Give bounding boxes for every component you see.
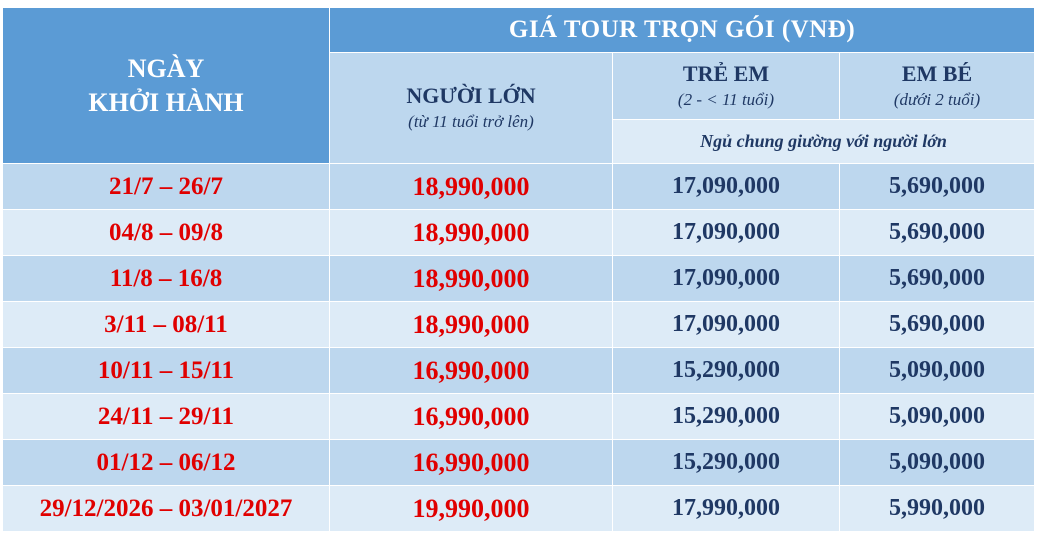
tour-price-table-frame bbox=[2, 7, 1036, 537]
child-price: 15,290,000 bbox=[613, 394, 840, 440]
table-row bbox=[3, 440, 1035, 486]
adult-price: 18,990,000 bbox=[330, 164, 613, 210]
departure-date-header-line2: KHỞI HÀNH bbox=[88, 87, 244, 117]
adult-price: 16,990,000 bbox=[330, 440, 613, 486]
adult-price: 18,990,000 bbox=[330, 302, 613, 348]
baby-price: 5,090,000 bbox=[840, 348, 1035, 394]
child-price: 17,090,000 bbox=[613, 256, 840, 302]
departure-date: 01/12 – 06/12 bbox=[3, 440, 330, 486]
baby-price: 5,090,000 bbox=[840, 394, 1035, 440]
departure-date-header bbox=[3, 8, 330, 164]
child-price: 17,990,000 bbox=[613, 486, 840, 532]
shared-bed-note: Ngủ chung giường với người lớn bbox=[613, 120, 1035, 164]
table-row bbox=[3, 394, 1035, 440]
baby-price: 5,690,000 bbox=[840, 210, 1035, 256]
child-price: 17,090,000 bbox=[613, 164, 840, 210]
baby-header bbox=[840, 53, 1035, 120]
adult-header-age: (từ 11 tuổi trở lên) bbox=[408, 112, 534, 131]
departure-date: 24/11 – 29/11 bbox=[3, 394, 330, 440]
child-price: 17,090,000 bbox=[613, 210, 840, 256]
adult-price: 18,990,000 bbox=[330, 256, 613, 302]
table-row bbox=[3, 164, 1035, 210]
baby-header-age: (dưới 2 tuổi) bbox=[893, 90, 981, 109]
departure-date: 10/11 – 15/11 bbox=[3, 348, 330, 394]
adult-header bbox=[330, 53, 613, 164]
child-price: 15,290,000 bbox=[613, 440, 840, 486]
baby-header-label: EM BÉ bbox=[901, 61, 973, 86]
baby-price: 5,690,000 bbox=[840, 302, 1035, 348]
child-price: 17,090,000 bbox=[613, 302, 840, 348]
child-header-label: TRẺ EM bbox=[682, 61, 770, 86]
adult-price: 16,990,000 bbox=[330, 394, 613, 440]
departure-date: 11/8 – 16/8 bbox=[3, 256, 330, 302]
baby-price: 5,990,000 bbox=[840, 486, 1035, 532]
baby-price: 5,690,000 bbox=[840, 164, 1035, 210]
departure-date-header-line1: NGÀY bbox=[127, 53, 205, 83]
table-row bbox=[3, 210, 1035, 256]
departure-date: 21/7 – 26/7 bbox=[3, 164, 330, 210]
table-row bbox=[3, 302, 1035, 348]
adult-header-label: NGƯỜI LỚN bbox=[406, 83, 536, 108]
child-header-age: (2 - < 11 tuổi) bbox=[677, 90, 775, 109]
tour-price-table bbox=[2, 7, 1035, 532]
baby-price: 5,690,000 bbox=[840, 256, 1035, 302]
departure-date: 3/11 – 08/11 bbox=[3, 302, 330, 348]
child-header bbox=[613, 53, 840, 120]
table-row bbox=[3, 486, 1035, 532]
adult-price: 18,990,000 bbox=[330, 210, 613, 256]
adult-price: 19,990,000 bbox=[330, 486, 613, 532]
package-price-title: GIÁ TOUR TRỌN GÓI (VNĐ) bbox=[330, 8, 1035, 53]
baby-price: 5,090,000 bbox=[840, 440, 1035, 486]
departure-date: 29/12/2026 – 03/01/2027 bbox=[3, 486, 330, 532]
child-price: 15,290,000 bbox=[613, 348, 840, 394]
departure-date: 04/8 – 09/8 bbox=[3, 210, 330, 256]
adult-price: 16,990,000 bbox=[330, 348, 613, 394]
table-row bbox=[3, 348, 1035, 394]
table-row bbox=[3, 256, 1035, 302]
